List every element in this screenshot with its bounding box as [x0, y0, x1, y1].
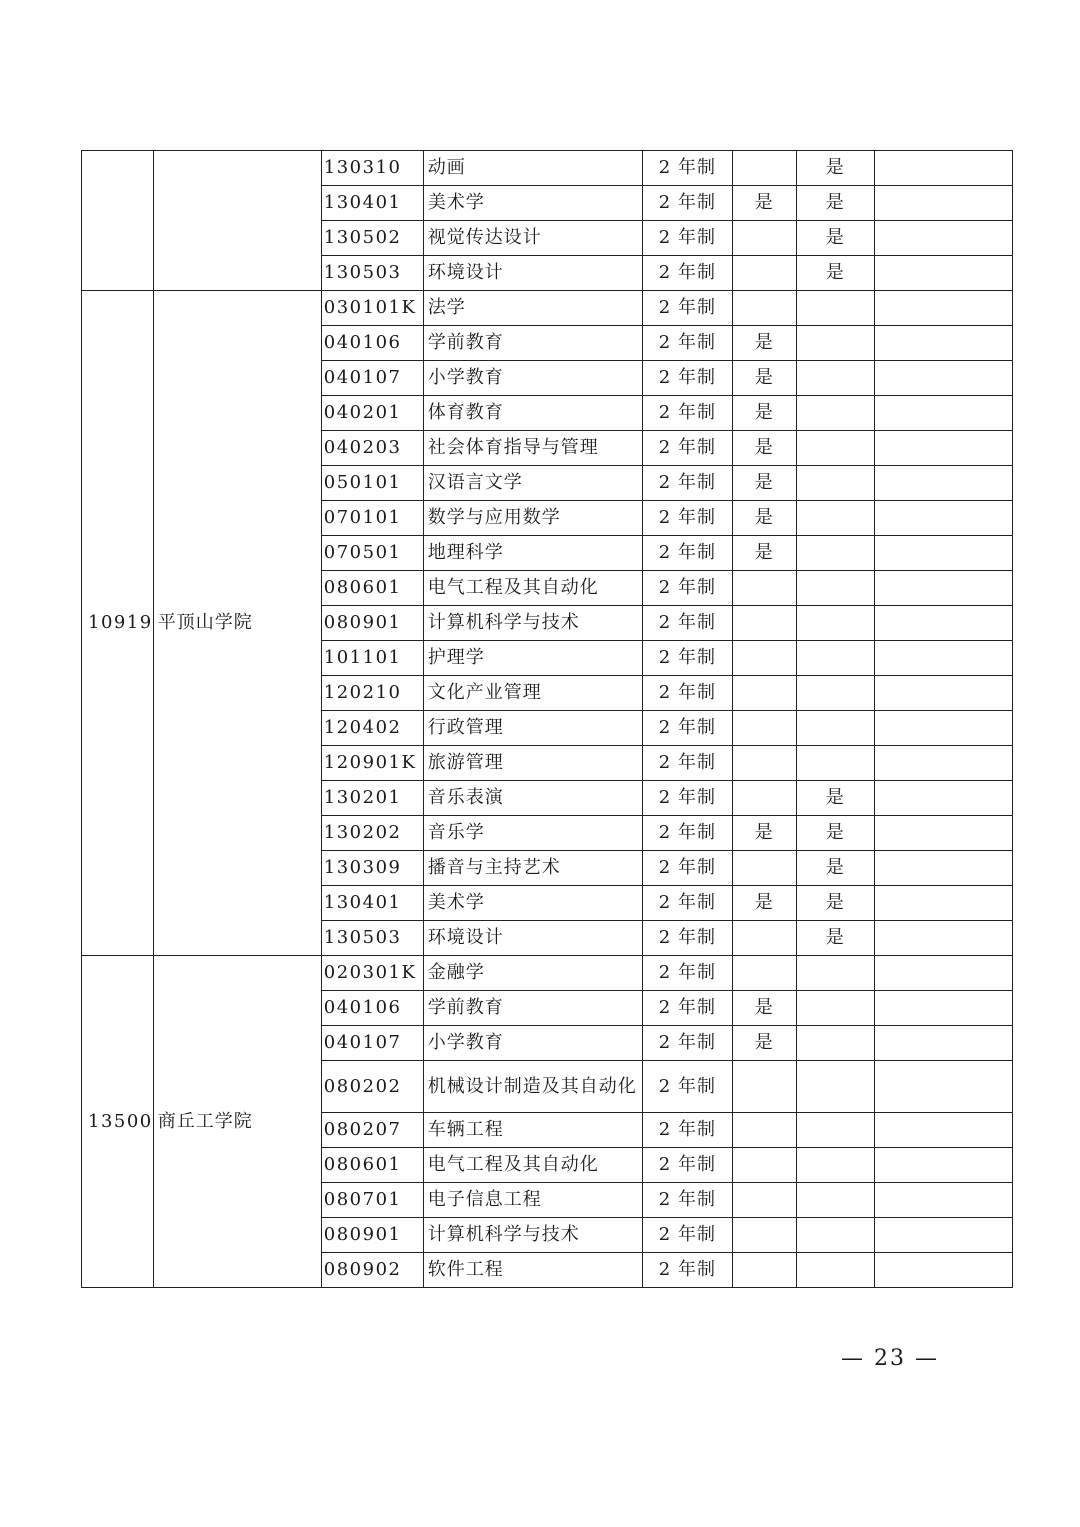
mark-cell-b	[796, 991, 874, 1026]
mark-cell-a: 是	[732, 361, 796, 396]
mark-cell-b: 是	[796, 816, 874, 851]
mark-cell-c	[874, 466, 1012, 501]
table-row	[82, 291, 1013, 326]
mark-cell-a: 是	[732, 501, 796, 536]
institution-code-cell: 13500	[82, 956, 154, 1288]
major-name-cell: 旅游管理	[423, 746, 642, 781]
major-code-cell: 040201	[321, 396, 423, 431]
mark-cell-c	[874, 501, 1012, 536]
mark-cell-c	[874, 361, 1012, 396]
major-code-cell: 120402	[321, 711, 423, 746]
duration-cell: 2 年制	[642, 501, 732, 536]
major-code-cell: 030101K	[321, 291, 423, 326]
duration-cell: 2 年制	[642, 1148, 732, 1183]
duration-cell: 2 年制	[642, 361, 732, 396]
mark-cell-c	[874, 431, 1012, 466]
mark-cell-b: 是	[796, 151, 874, 186]
mark-cell-c	[874, 956, 1012, 991]
mark-cell-a	[732, 221, 796, 256]
mark-cell-c	[874, 1148, 1012, 1183]
major-code-cell: 130401	[321, 886, 423, 921]
duration-cell: 2 年制	[642, 431, 732, 466]
mark-cell-a: 是	[732, 991, 796, 1026]
institution-code-cell: 10919	[82, 291, 154, 956]
major-code-cell: 080901	[321, 606, 423, 641]
major-name-cell: 体育教育	[423, 396, 642, 431]
mark-cell-b	[796, 1113, 874, 1148]
major-name-cell: 机械设计制造及其自动化	[423, 1061, 642, 1113]
major-name-cell: 电子信息工程	[423, 1183, 642, 1218]
table-row	[82, 151, 1013, 186]
major-code-cell: 020301K	[321, 956, 423, 991]
mark-cell-b: 是	[796, 186, 874, 221]
major-name-cell: 金融学	[423, 956, 642, 991]
duration-cell: 2 年制	[642, 571, 732, 606]
duration-cell: 2 年制	[642, 256, 732, 291]
duration-cell: 2 年制	[642, 1253, 732, 1288]
mark-cell-a	[732, 711, 796, 746]
duration-cell: 2 年制	[642, 991, 732, 1026]
major-code-cell: 130201	[321, 781, 423, 816]
duration-cell: 2 年制	[642, 1113, 732, 1148]
mark-cell-c	[874, 921, 1012, 956]
duration-cell: 2 年制	[642, 746, 732, 781]
duration-cell: 2 年制	[642, 641, 732, 676]
mark-cell-b	[796, 641, 874, 676]
mark-cell-b: 是	[796, 221, 874, 256]
mark-cell-a: 是	[732, 326, 796, 361]
major-name-cell: 护理学	[423, 641, 642, 676]
mark-cell-c	[874, 781, 1012, 816]
major-name-cell: 电气工程及其自动化	[423, 1148, 642, 1183]
page-number: — 23 —	[841, 1346, 939, 1371]
mark-cell-a	[732, 571, 796, 606]
mark-cell-b	[796, 1061, 874, 1113]
mark-cell-b	[796, 536, 874, 571]
major-code-cell: 050101	[321, 466, 423, 501]
major-code-cell: 130503	[321, 921, 423, 956]
major-code-cell: 080207	[321, 1113, 423, 1148]
major-name-cell: 美术学	[423, 886, 642, 921]
duration-cell: 2 年制	[642, 1218, 732, 1253]
mark-cell-b	[796, 431, 874, 466]
duration-cell: 2 年制	[642, 186, 732, 221]
duration-cell: 2 年制	[642, 291, 732, 326]
major-name-cell: 学前教育	[423, 991, 642, 1026]
major-name-cell: 计算机科学与技术	[423, 1218, 642, 1253]
mark-cell-c	[874, 1061, 1012, 1113]
major-name-cell: 小学教育	[423, 361, 642, 396]
major-code-cell: 040107	[321, 361, 423, 396]
mark-cell-b	[796, 396, 874, 431]
mark-cell-b: 是	[796, 921, 874, 956]
major-name-cell: 学前教育	[423, 326, 642, 361]
mark-cell-a	[732, 956, 796, 991]
mark-cell-c	[874, 256, 1012, 291]
mark-cell-b	[796, 746, 874, 781]
mark-cell-a	[732, 1253, 796, 1288]
mark-cell-b	[796, 326, 874, 361]
mark-cell-c	[874, 676, 1012, 711]
institution-name-cell: 商丘工学院	[153, 956, 321, 1288]
mark-cell-c	[874, 1183, 1012, 1218]
mark-cell-c	[874, 536, 1012, 571]
mark-cell-c	[874, 746, 1012, 781]
major-code-cell: 070101	[321, 501, 423, 536]
major-name-cell: 地理科学	[423, 536, 642, 571]
mark-cell-b	[796, 1183, 874, 1218]
mark-cell-a	[732, 151, 796, 186]
duration-cell: 2 年制	[642, 326, 732, 361]
mark-cell-a	[732, 291, 796, 326]
mark-cell-c	[874, 186, 1012, 221]
mark-cell-a	[732, 921, 796, 956]
duration-cell: 2 年制	[642, 676, 732, 711]
mark-cell-c	[874, 1253, 1012, 1288]
major-name-cell: 音乐学	[423, 816, 642, 851]
major-code-cell: 130401	[321, 186, 423, 221]
mark-cell-c	[874, 886, 1012, 921]
mark-cell-a: 是	[732, 396, 796, 431]
duration-cell: 2 年制	[642, 151, 732, 186]
major-name-cell: 法学	[423, 291, 642, 326]
mark-cell-a: 是	[732, 816, 796, 851]
duration-cell: 2 年制	[642, 956, 732, 991]
mark-cell-a	[732, 641, 796, 676]
major-name-cell: 美术学	[423, 186, 642, 221]
mark-cell-b: 是	[796, 851, 874, 886]
major-code-cell: 130309	[321, 851, 423, 886]
mark-cell-b	[796, 1253, 874, 1288]
duration-cell: 2 年制	[642, 711, 732, 746]
mark-cell-b	[796, 676, 874, 711]
major-name-cell: 音乐表演	[423, 781, 642, 816]
major-code-cell: 040107	[321, 1026, 423, 1061]
major-code-cell: 130202	[321, 816, 423, 851]
mark-cell-b	[796, 606, 874, 641]
major-code-cell: 040106	[321, 991, 423, 1026]
mark-cell-c	[874, 606, 1012, 641]
duration-cell: 2 年制	[642, 1026, 732, 1061]
major-name-cell: 行政管理	[423, 711, 642, 746]
major-code-cell: 130502	[321, 221, 423, 256]
major-code-cell: 080902	[321, 1253, 423, 1288]
mark-cell-a	[732, 781, 796, 816]
mark-cell-c	[874, 641, 1012, 676]
major-code-cell: 040203	[321, 431, 423, 466]
mark-cell-c	[874, 291, 1012, 326]
major-name-cell: 小学教育	[423, 1026, 642, 1061]
mark-cell-a: 是	[732, 886, 796, 921]
mark-cell-a	[732, 1218, 796, 1253]
mark-cell-b	[796, 1026, 874, 1061]
major-name-cell: 汉语言文学	[423, 466, 642, 501]
major-code-cell: 070501	[321, 536, 423, 571]
mark-cell-c	[874, 1218, 1012, 1253]
major-name-cell: 软件工程	[423, 1253, 642, 1288]
mark-cell-b: 是	[796, 781, 874, 816]
duration-cell: 2 年制	[642, 1061, 732, 1113]
mark-cell-b	[796, 501, 874, 536]
mark-cell-c	[874, 1113, 1012, 1148]
institution-name-cell	[153, 151, 321, 291]
majors-table	[81, 150, 1013, 1288]
mark-cell-c	[874, 326, 1012, 361]
mark-cell-c	[874, 221, 1012, 256]
mark-cell-c	[874, 1026, 1012, 1061]
duration-cell: 2 年制	[642, 1183, 732, 1218]
major-code-cell: 080701	[321, 1183, 423, 1218]
mark-cell-a	[732, 851, 796, 886]
major-name-cell: 电气工程及其自动化	[423, 571, 642, 606]
duration-cell: 2 年制	[642, 921, 732, 956]
mark-cell-a	[732, 1183, 796, 1218]
duration-cell: 2 年制	[642, 781, 732, 816]
major-code-cell: 080202	[321, 1061, 423, 1113]
duration-cell: 2 年制	[642, 851, 732, 886]
mark-cell-b: 是	[796, 886, 874, 921]
mark-cell-c	[874, 851, 1012, 886]
mark-cell-a	[732, 676, 796, 711]
major-name-cell: 动画	[423, 151, 642, 186]
mark-cell-a	[732, 1113, 796, 1148]
major-code-cell: 080901	[321, 1218, 423, 1253]
mark-cell-c	[874, 711, 1012, 746]
mark-cell-a	[732, 606, 796, 641]
mark-cell-c	[874, 571, 1012, 606]
duration-cell: 2 年制	[642, 396, 732, 431]
mark-cell-b	[796, 1218, 874, 1253]
mark-cell-c	[874, 991, 1012, 1026]
mark-cell-c	[874, 151, 1012, 186]
major-code-cell: 130503	[321, 256, 423, 291]
major-code-cell: 101101	[321, 641, 423, 676]
major-code-cell: 120901K	[321, 746, 423, 781]
mark-cell-c	[874, 396, 1012, 431]
table-row	[82, 956, 1013, 991]
major-code-cell: 130310	[321, 151, 423, 186]
duration-cell: 2 年制	[642, 466, 732, 501]
institution-code-cell	[82, 151, 154, 291]
mark-cell-a	[732, 1061, 796, 1113]
major-name-cell: 数学与应用数学	[423, 501, 642, 536]
mark-cell-b	[796, 711, 874, 746]
duration-cell: 2 年制	[642, 221, 732, 256]
mark-cell-b	[796, 466, 874, 501]
mark-cell-a: 是	[732, 431, 796, 466]
major-code-cell: 040106	[321, 326, 423, 361]
mark-cell-b	[796, 571, 874, 606]
duration-cell: 2 年制	[642, 536, 732, 571]
mark-cell-b	[796, 361, 874, 396]
mark-cell-a	[732, 746, 796, 781]
major-code-cell: 080601	[321, 571, 423, 606]
major-code-cell: 120210	[321, 676, 423, 711]
major-name-cell: 文化产业管理	[423, 676, 642, 711]
mark-cell-a	[732, 256, 796, 291]
major-code-cell: 080601	[321, 1148, 423, 1183]
mark-cell-a: 是	[732, 536, 796, 571]
mark-cell-c	[874, 816, 1012, 851]
institution-name-cell: 平顶山学院	[153, 291, 321, 956]
mark-cell-b	[796, 956, 874, 991]
major-name-cell: 车辆工程	[423, 1113, 642, 1148]
major-name-cell: 播音与主持艺术	[423, 851, 642, 886]
mark-cell-a: 是	[732, 466, 796, 501]
mark-cell-b: 是	[796, 256, 874, 291]
major-name-cell: 社会体育指导与管理	[423, 431, 642, 466]
mark-cell-b	[796, 291, 874, 326]
mark-cell-b	[796, 1148, 874, 1183]
duration-cell: 2 年制	[642, 606, 732, 641]
mark-cell-a: 是	[732, 1026, 796, 1061]
major-name-cell: 环境设计	[423, 256, 642, 291]
duration-cell: 2 年制	[642, 816, 732, 851]
mark-cell-a	[732, 1148, 796, 1183]
major-name-cell: 环境设计	[423, 921, 642, 956]
major-name-cell: 视觉传达设计	[423, 221, 642, 256]
duration-cell: 2 年制	[642, 886, 732, 921]
major-name-cell: 计算机科学与技术	[423, 606, 642, 641]
mark-cell-a: 是	[732, 186, 796, 221]
